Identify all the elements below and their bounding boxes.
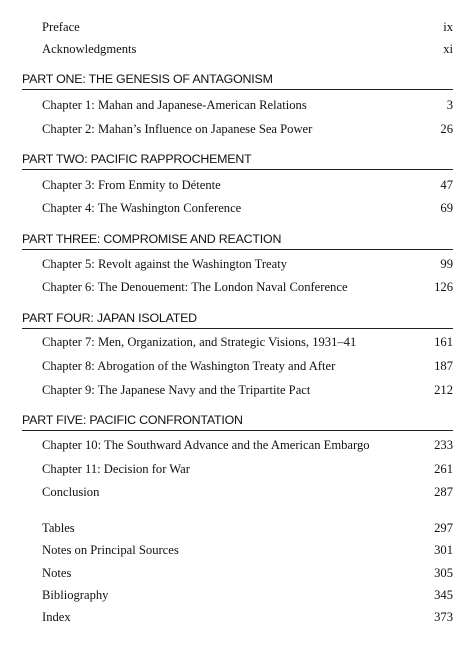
entry-page: 233 [434,438,453,452]
entry-page: 161 [434,335,453,349]
toc-entry-chapter-7 [42,333,453,351]
entry-title: Bibliography [42,588,109,602]
entry-title: Conclusion [42,485,100,499]
part-heading-five: PART FIVE: PACIFIC CONFRONTATION [22,413,243,427]
entry-page: 69 [440,201,453,215]
entry-title: Chapter 10: The Southward Advance and the American Embargo [42,438,370,452]
entry-title: Chapter 1: Mahan and Japanese-American Relations [42,98,307,112]
part-heading-three: PART THREE: COMPROMISE AND REACTION [22,232,282,246]
toc-entry-chapter-8 [42,357,453,375]
entry-title: Chapter 2: Mahan’s Influence on Japanese Sea Power [42,122,313,136]
entry-title: Preface [42,20,80,34]
toc-entry-notes [42,564,453,582]
entry-title: Chapter 8: Abrogation of the Washington Treaty and After [42,359,336,373]
entry-title: Chapter 3: From Enmity to Détente [42,178,221,192]
entry-page: 287 [434,485,453,499]
part-divider [22,89,453,90]
toc-entry-chapter-2 [42,120,453,138]
toc-entry-bibliography [42,586,453,604]
entry-page: 301 [434,543,453,557]
entry-title: Chapter 6: The Denouement: The London Naval Conference [42,280,348,294]
entry-title: Chapter 7: Men, Organization, and Strategic Visions, 1931–41 [42,335,357,349]
entry-page: 345 [434,588,453,602]
entry-title: Chapter 5: Revolt against the Washington Treaty [42,257,288,271]
entry-title: Chapter 11: Decision for War [42,462,190,476]
entry-title: Notes on Principal Sources [42,543,179,557]
entry-page: xi [443,42,453,56]
toc-entry-chapter-11 [42,460,453,478]
entry-title: Tables [42,521,75,535]
entry-page: 305 [434,566,453,580]
entry-page: 3 [446,98,453,112]
toc-entry-chapter-6 [42,278,453,296]
part-divider [22,430,453,431]
entry-page: 297 [434,521,453,535]
toc-entry-chapter-10 [42,436,453,454]
toc-entry-chapter-9 [42,381,453,399]
entry-title: Acknowledgments [42,42,137,56]
toc-entry-notes-on-principal-sources [42,541,453,559]
toc-entry-chapter-1 [42,96,453,114]
toc-entry-preface [42,18,453,36]
toc-entry-chapter-4 [42,199,453,217]
toc-entry-tables [42,519,453,537]
part-heading-four: PART FOUR: JAPAN ISOLATED [22,311,197,325]
entry-page: 126 [434,280,453,294]
part-divider [22,328,453,329]
toc-entry-chapter-3 [42,176,453,194]
entry-title: Chapter 4: The Washington Conference [42,201,242,215]
entry-page: 99 [440,257,453,271]
part-divider [22,249,453,250]
toc-entry-conclusion [42,483,453,501]
entry-title: Index [42,610,71,624]
toc-entry-chapter-5 [42,255,453,273]
entry-title: Notes [42,566,72,580]
entry-page: 187 [434,359,453,373]
toc-entry-index [42,608,453,626]
entry-page: 47 [440,178,453,192]
entry-page: 373 [434,610,453,624]
entry-page: 212 [434,383,453,397]
toc-entry-acknowledgments [42,40,453,58]
part-heading-two: PART TWO: PACIFIC RAPPROCHEMENT [22,152,252,166]
entry-page: 261 [434,462,453,476]
part-heading-one: PART ONE: THE GENESIS OF ANTAGONISM [22,72,273,86]
entry-page: ix [443,20,453,34]
entry-page: 26 [440,122,453,136]
part-divider [22,169,453,170]
entry-title: Chapter 9: The Japanese Navy and the Tripartite Pact [42,383,311,397]
